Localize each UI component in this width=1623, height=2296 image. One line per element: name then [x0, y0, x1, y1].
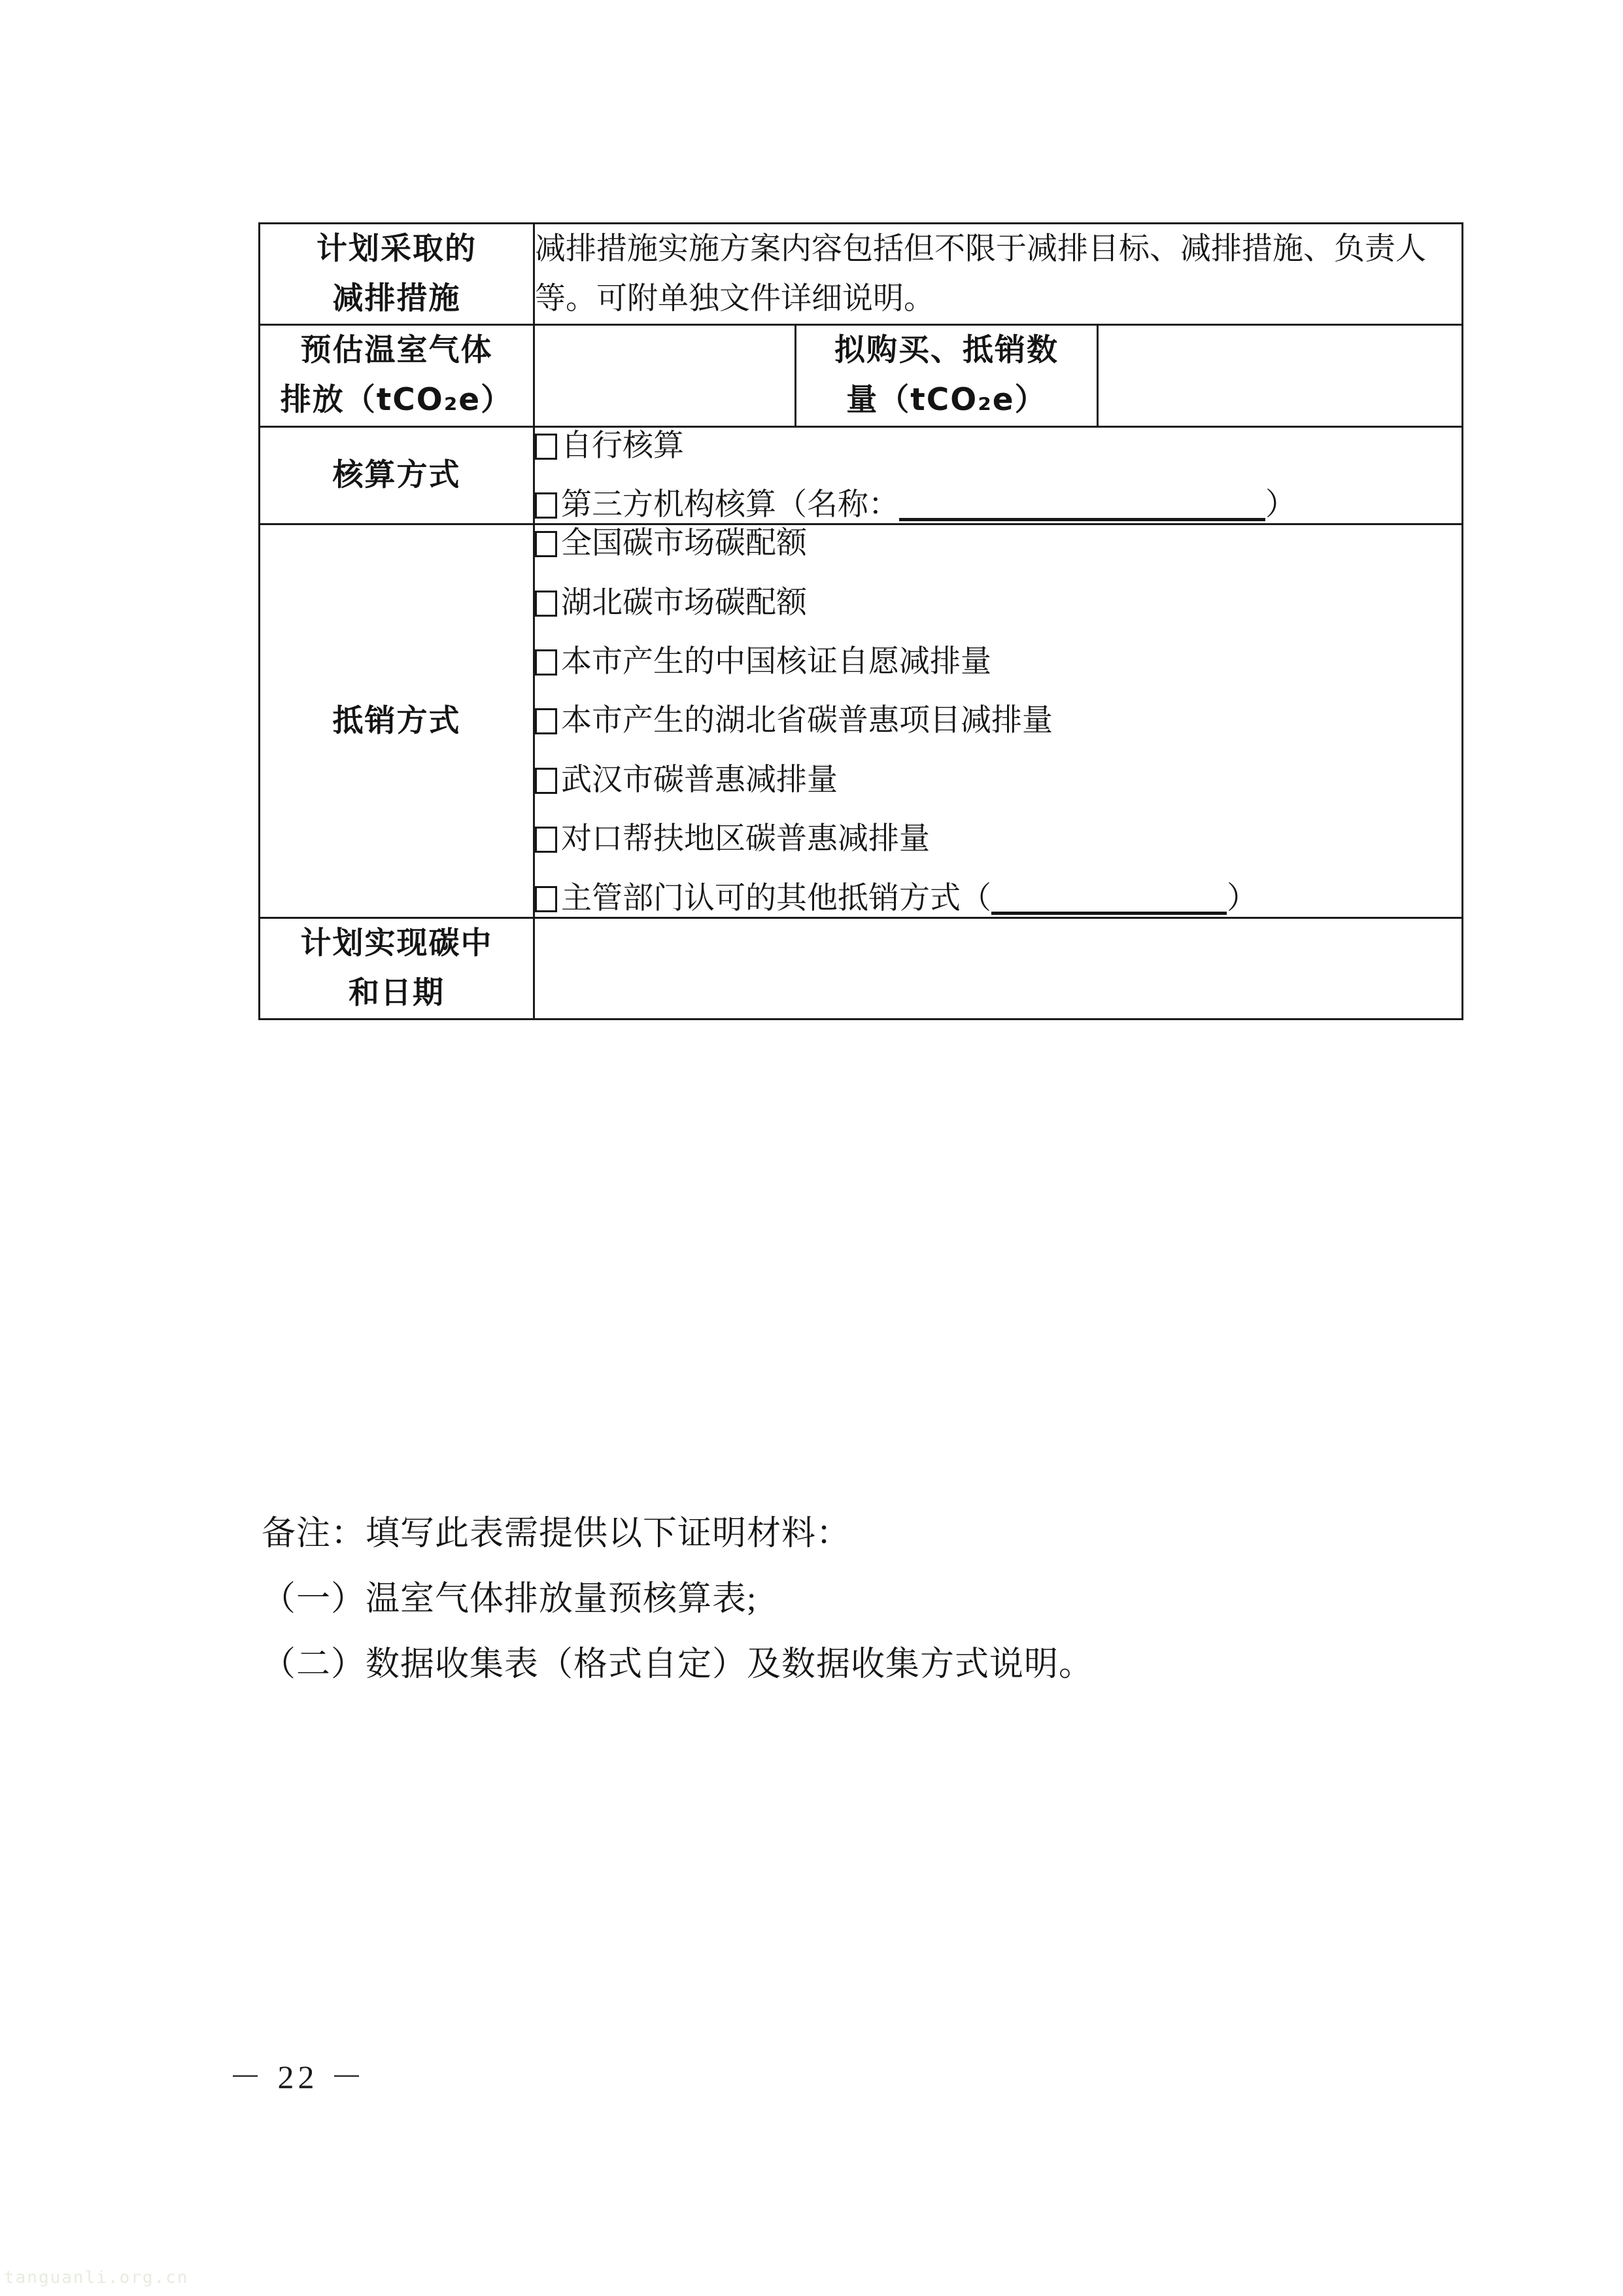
checkbox-icon[interactable] [535, 434, 557, 460]
row-label-estimated-emissions [260, 325, 534, 426]
label-line: 计划采取的 [316, 231, 477, 267]
row-label-offset-method [260, 524, 534, 918]
notes-block [262, 1517, 1504, 1713]
label-line: 拟购买、抵销数 [834, 332, 1059, 369]
row-content-reduction-measures[interactable]: 减排措施实施方案内容包括但不限于减排目标、减排措施、负责人等。可附单独文件详细说明。 [534, 224, 1463, 325]
closing-paren: ） [1265, 487, 1296, 522]
row-label-offset-quantity [796, 325, 1098, 426]
checkbox-label: 武汉市碳普惠减排量 [561, 762, 838, 797]
row-label-carbon-neutral-date [260, 918, 534, 1019]
checkbox-option-paired-assistance-region[interactable] [535, 821, 1461, 857]
label-line: 计划实现碳中 [300, 925, 493, 962]
checkbox-icon[interactable] [535, 827, 557, 853]
field-offset-quantity-value[interactable] [1098, 325, 1463, 426]
checkbox-icon[interactable] [535, 886, 557, 912]
checkbox-option-self-accounting[interactable] [535, 428, 1461, 464]
table-row-carbon-neutral-date [260, 918, 1463, 1019]
closing-paren: ） [1227, 881, 1257, 916]
label-line: 预估温室气体 [300, 332, 493, 369]
row-label-accounting-method [260, 426, 534, 524]
checkbox-icon[interactable] [535, 531, 557, 557]
field-estimated-emissions-value[interactable] [534, 325, 796, 426]
checkbox-option-national-allowance[interactable] [535, 525, 1461, 562]
table-row-estimated-emissions [260, 325, 1463, 426]
checkbox-label: 湖北碳市场碳配额 [561, 585, 807, 620]
checkbox-icon[interactable] [535, 492, 557, 519]
checkbox-icon[interactable] [535, 768, 557, 794]
label-line: 核算方式 [332, 456, 461, 493]
table-row-reduction-measures [260, 224, 1463, 325]
blank-fill-line-agency-name[interactable] [899, 517, 1265, 521]
checkbox-option-wuhan-inclusive[interactable] [535, 762, 1461, 798]
checkbox-label: 本市产生的中国核证自愿减排量 [561, 645, 991, 679]
row-label-reduction-measures [260, 224, 534, 325]
page-number: － 22 － [229, 2059, 367, 2095]
checkbox-option-third-party-accounting[interactable] [535, 487, 1461, 523]
checkbox-icon[interactable] [535, 649, 557, 676]
field-carbon-neutral-date-value[interactable] [534, 918, 1463, 1019]
label-line: 量（tCO₂e） [846, 382, 1047, 419]
row-content-accounting-method [534, 426, 1463, 524]
checkbox-option-hubei-allowance[interactable] [535, 585, 1461, 621]
checkbox-label: 对口帮扶地区碳普惠减排量 [561, 822, 930, 857]
note-line-item-1: （一）温室气体排放量预核算表; [262, 1581, 757, 1618]
note-line-intro: 备注：填写此表需提供以下证明材料： [262, 1515, 851, 1552]
label-line: 减排措施 [332, 281, 461, 317]
checkbox-label: 主管部门认可的其他抵销方式（ [561, 881, 991, 916]
row-content-offset-method [534, 524, 1463, 918]
checkbox-label: 全国碳市场碳配额 [561, 526, 807, 561]
checkbox-label: 本市产生的湖北省碳普惠项目减排量 [561, 704, 1053, 738]
checkbox-label: 第三方机构核算（名称： [561, 487, 899, 522]
checkbox-option-ccer[interactable] [535, 643, 1461, 680]
checkbox-list-offset-method [535, 525, 1461, 917]
site-watermark: tanguanli.org.cn [4, 2268, 189, 2287]
checkbox-icon[interactable] [535, 591, 557, 617]
checkbox-option-hubei-inclusive-project[interactable] [535, 702, 1461, 739]
table-row-offset-method [260, 524, 1463, 918]
table-row-accounting-method [260, 426, 1463, 524]
checkbox-list-accounting-method [535, 428, 1461, 524]
blank-fill-line-other-method[interactable] [991, 911, 1227, 915]
label-line: 抵销方式 [332, 702, 461, 739]
checkbox-icon[interactable] [535, 708, 557, 734]
carbon-neutrality-form-table [258, 222, 1463, 1020]
label-line: 排放（tCO₂e） [280, 382, 513, 419]
note-line-item-2: （二）数据收集表（格式自定）及数据收集方式说明。 [262, 1646, 1094, 1683]
checkbox-option-other-approved-method[interactable] [535, 880, 1461, 917]
checkbox-label: 自行核算 [561, 428, 684, 463]
label-line: 和日期 [349, 975, 445, 1012]
